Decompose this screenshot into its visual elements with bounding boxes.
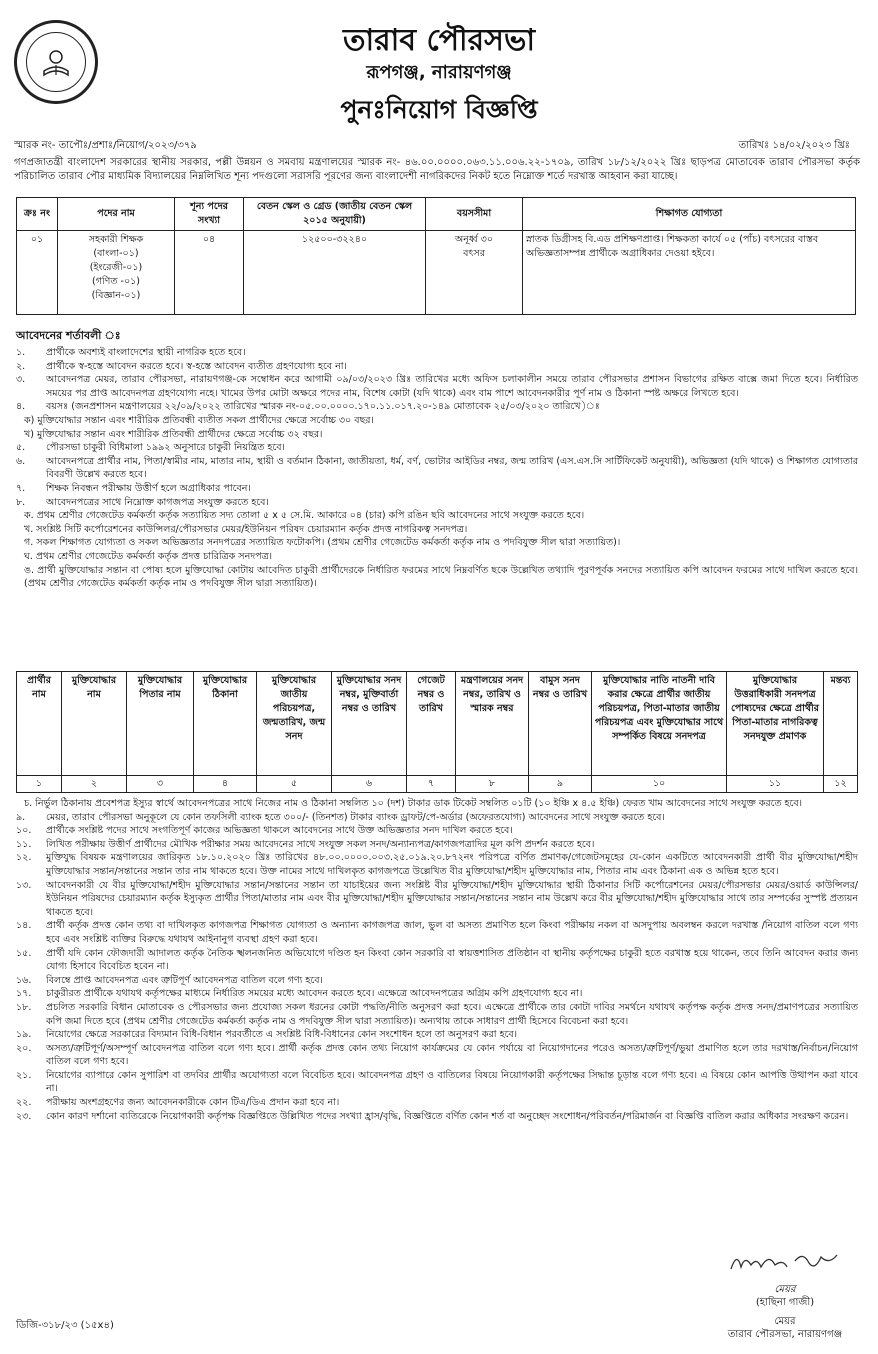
condition-number: ১৬. (16, 974, 32, 986)
condition-text: পরীক্ষায় অংশগ্রহণের জন্য আবেদনকারীকে কোন টিএ/ডিএ প্রদান করা হবে না। (46, 1097, 340, 1109)
condition-text: চাকুরীরত প্রার্থীকে যথাযথ কর্তৃপক্ষের মাধ্যমে নির্ধারিত সময়ের মধ্যে আবেদন করতে হবে। এক্ষেত্রে আবেদনপত্রের অগ্রিম কপি গ্রহণযোগ্য হবে না। (46, 988, 583, 1000)
condition-item (16, 1028, 858, 1042)
conditions-list-b (16, 797, 858, 1123)
ff-num: ৩ (127, 776, 194, 793)
col-serial: ক্রঃ নং (17, 198, 58, 231)
condition-text: আবেদনপত্রের সাথে নিম্নোক্ত কাগজপত্র সংযুক্ত করতে হবে। (46, 496, 269, 508)
signature-block (700, 1245, 870, 1341)
condition-item (16, 564, 858, 591)
condition-text: চ. নির্ভুল ঠিকানায় প্রবেশপত্র ইস্যুর স্বার্থে আবেদনপত্রের সাথে নিজের নাম ও ঠিকানা সম্বলিত ১০ (দশ) টাকার ডাক টিকেট সম্বলিত ০১টি (১০ ইঞ্চি x ৪.৫ ইঞ্চি) ফেরত খাম আবেদনের সাথে সংযুক্ত করতে হবে। (24, 798, 803, 809)
condition-text: ক) মুক্তিযোদ্ধার সন্তান এবং শারীরিক প্রতিবন্ধী ব্যতীত সকল প্রার্থীদের ক্ষেত্রে সর্বোচ্চ ৩০ বছর। (24, 414, 374, 426)
col-pay-scale: বেতন স্কেল ও গ্রেড (জাতীয় বেতন স্কেল ২০১৫ অনুযায়ী) (244, 198, 426, 231)
handwritten-signature (725, 1245, 845, 1279)
condition-item (16, 974, 858, 988)
pay-scale-cell: ১২৫০০-৩২২৪০ (244, 231, 426, 315)
ff-col-heir: মুক্তিযোদ্ধার উত্তরাধিকারী সনদপত্র পোষ্যদের ক্ষেত্রে প্রার্থীর পিতা-মাতার নাগরিকত্ব সনদযুক্ত প্রমাণক (727, 672, 824, 776)
condition-text: মুক্তিযুদ্ধ বিষয়ক মন্ত্রণালয়ের জারিকৃত ১৮.১০.২০২০ খ্রিঃ তারিখের ৪৮.০০.০০০০.০০৩.২৫.০১৯.২০.৮৭২নং পরিপত্রে বর্ণিত প্রমাণক/গেজেটসমূহের যে-কোন একটিতে আবেদনকারী প্রার্থী বীর মুক্তিযোদ্ধা/শহীদ মুক্তিযোদ্ধার সন্তান/সন্তানের সন্তান তার নাম থাকতে হবে। উক্ত নামের সাথে দাখিলকৃত কাগজপত্রে উল্লেখিত বীর মুক্তিযোদ্ধা/শহীদ মুক্তিযোদ্ধার নাম, পিতার নাম এবং ঠিকানা এক ও অভিন্ন হতে হবে। (46, 852, 858, 877)
notice-title: পুনঃনিয়োগ বিজ্ঞপ্তি (340, 95, 538, 124)
condition-number: ৩. (16, 374, 26, 386)
condition-text: গ. সকল শিক্ষাগত যোগ্যতা ও সকল অভিজ্ঞতার সনদপত্রের সত্যায়িত ফটোকপি। (প্রথম শ্রেণীর গেজেটেড কর্মকর্তা কর্তৃক নাম ও পদবিযুক্ত সীল দ্বারা সত্যায়িত)। (24, 537, 621, 549)
condition-text: ঙ. প্রার্থী মুক্তিযোদ্ধার সন্তান বা পোষ্য হলে মুক্তিযোদ্ধা কোটায় আবেদিত চাকুরী প্রার্থীদেরকে নির্ধারিত ফরমের সাথে নিম্নবর্ণিত ছকে উল্লেখিত তথ্যাদি পূরণপূর্বক সনদের সত্যায়িত কপি আবেদন ফরমের সাথে দাখিল করতে হবে। (প্রথম শ্রেণীর গেজেটেড কর্মকর্তা কর্তৃক নাম ও পদবিযুক্ত সীল দ্বারা সত্যায়িত)। (24, 564, 858, 590)
condition-item (16, 509, 858, 523)
condition-item (16, 1001, 858, 1028)
condition-text: কোন কারণ দর্শানো ব্যতিরেকে নিয়োগকারী কর্তৃপক্ষ বিজ্ঞপ্তিতে উল্লিখিত পদের সংখ্যা হ্রাস/বৃদ্ধি, বিজ্ঞপ্তিতে বর্ণিত কোন শর্ত বা অনুচ্ছেদ সংশোধন/পরিবর্তন/পরিমার্জন বা বিজ্ঞপ্তি বাতিল করার অধিকার সংরক্ষণ করেন। (46, 1110, 849, 1122)
condition-item (16, 1042, 858, 1069)
ff-col-nid: মুক্তিযোদ্ধার জাতীয় পরিচয়পত্র, জন্মতারিখ, জন্ম সনদ (257, 672, 332, 776)
condition-item (16, 346, 858, 360)
age-line: অনূর্ধ্ব ৩০ (454, 234, 494, 245)
condition-item (16, 496, 858, 510)
condition-number: ১৭. (16, 988, 32, 1000)
condition-text: প্রার্থীকে সংশ্লিষ্ট পদের সাথে সংগতিপূর্ণ কাজের অভিজ্ঞতা থাকলে আবেদনের সাথে উক্ত অভিজ্ঞতার সনদ দাখিল করতে হবে। (46, 825, 513, 837)
condition-item (16, 373, 858, 400)
condition-text: লিখিত পরীক্ষায় উত্তীর্ণ প্রার্থীদের মৌখিক পরীক্ষার সময় আবেদনের সাথে সংযুক্ত সকল সনদ/অন্যান্যপত্র/কাগজপত্রাদির মূল কপি প্রদর্শন করতে হবে। (46, 838, 595, 850)
freedom-fighter-table (16, 671, 858, 793)
ff-num: ৮ (456, 776, 529, 793)
memo-reference: স্মারক নং- তাপৌঃ/প্রশাঃ/নিয়োগ/২০২৩/৩৭৯ (14, 140, 197, 151)
condition-text: আবেদনপত্র মেয়র, তারাব পৌরসভা, নারায়ণগঞ্জ-কে সম্বোধন করে আগামী ০৯/০৩/২০২৩ খ্রিঃ তারিখের মধ্যে অফিস চলাকালীন সময়ে তারাব পৌরসভার প্রশাসন বিভাগের রক্ষিত বাক্সে জমা দিতে হবে। নির্ধারিত সময়ের পর প্রাপ্ত আবেদনপত্র গ্রহণযোগ্য নহে। খামের উপর মোটা অক্ষরে পদের নাম, বিশেষ কোটা (যদি থাকে) এবং বাম পাশে আবেদনকারীর পূর্ণ নাম ও ঠিকানা স্পষ্ট অক্ষরে লিখতে হবে। (46, 374, 858, 399)
condition-text: ঘ. প্রথম শ্রেণীর গেজেটেড কর্মকর্তা কর্তৃক প্রদত্ত চারিত্রিক সনদপত্র। (24, 550, 273, 562)
condition-item (16, 987, 858, 1001)
condition-text: প্রার্থীকে স্ব-হস্তে আবেদন করতে হবে। স্ব-হস্তে আবেদন ব্যতীত গ্রহণযোগ্য হবে না। (46, 360, 347, 372)
conditions-list-a (16, 346, 858, 591)
condition-item (16, 455, 858, 482)
condition-text: প্রার্থী কর্তৃক প্রদত্ত কোন তথ্য বা দাখিলকৃত কাগজপত্র শিক্ষাগত যোগ্যতা ও অন্যান্য কাগজপত্র জাল, ভুল বা অসত্য প্রমাণিত হলে কিংবা পরীক্ষায় নকল বা অসদুপায় অবলম্বন করলে দরখাস্ত /নিয়োগ বাতিল বলে গণ্য হবে এবং সংশ্লিষ্ট ব্যক্তির বিরুদ্ধে যথাযথ আইনানুগ ব্যবস্থা গ্রহণ করা হবে। (46, 920, 858, 945)
condition-text: নিয়োগের ব্যাপারে কোন সুপারিশ বা তদবির প্রার্থীর অযোগ্যতা বলে বিবেচিত হবে। আবেদনপত্র গ্রহণ ও বাতিলের বিষয়ে নিয়োগকারী কর্তৃপক্ষের সিদ্ধান্ত চূড়ান্ত বলে গণ্য হবে। এ বিষয়ে কোন আপত্তি উত্থাপন করা যাবে না। (46, 1069, 858, 1095)
condition-item (16, 441, 858, 455)
post-line: (গণিত -০১) (91, 276, 141, 287)
stamp-title: মেয়র (774, 1284, 796, 1295)
ff-num: ১১ (727, 776, 824, 793)
condition-item (16, 947, 858, 974)
serial-cell: ০১ (17, 231, 58, 315)
office-location: রূপগঞ্জ, নারায়ণগঞ্জ (366, 62, 512, 83)
condition-item (16, 811, 858, 825)
col-vacancy: শূন্য পদের সংখ্যা (175, 198, 244, 231)
condition-item (16, 414, 858, 428)
condition-item (16, 851, 858, 878)
condition-text: প্রার্থীকে অবশ্যই বাংলাদেশের স্থায়ী নাগরিক হতে হবে। (46, 347, 246, 358)
condition-item (16, 797, 858, 811)
ff-col-gazette: গেজেট নম্বর ও তারিখ (407, 672, 456, 776)
condition-item (16, 536, 858, 550)
post-table (16, 197, 856, 315)
condition-number: ৪. (16, 401, 26, 413)
condition-text: প্রচলিত সরকারি বিধান মোতাবেক ও পৌরসভার জন্য প্রযোজ্য সকল ধরনের কোটা পদ্ধতি/নীতি অনুসরণ করা হবে। এক্ষেত্রে প্রার্থীকে তার কোটা দাবির সমর্থনে যথাযথ কর্তৃপক্ষ কর্তৃক প্রদত্ত সনদ/প্রমাণপত্রের সত্যায়িত কপি জমা দিতে হবে (প্রথম শ্রেণীর গেজেটেড কর্মকর্তা কর্তৃক নাম ও পদবিযুক্ত সীল দ্বারা সত্যায়িত)। অন্যথায় তাকে সাধারণ প্রার্থী হিসেবে বিবেচনা করা হবে। (46, 1001, 858, 1027)
col-post-name: পদের নাম (58, 198, 175, 231)
condition-number: ৮. (16, 496, 26, 508)
condition-item (16, 523, 858, 537)
condition-number: ২২. (16, 1097, 32, 1109)
condition-number: ১১. (16, 838, 32, 850)
office-title: তারাব পৌরসভা (342, 23, 536, 58)
ff-col-address: মুক্তিযোদ্ধার ঠিকানা (194, 672, 257, 776)
ff-col-grandchild: মুক্তিযোদ্ধার নাতি নাতনী দাবি করার ক্ষেত্রে প্রার্থীর জাতীয় পরিচয়পত্র, পিতা-মাতার জাতীয় পরিচয়পত্র এবং মুক্তিযোদ্ধার সাথে সম্পর্কিত বিষয়ে সনদপত্র (592, 672, 727, 776)
condition-text: খ) মুক্তিযোদ্ধার সন্তান এবং শারীরিক প্রতিবন্ধী প্রার্থীদের ক্ষেত্রে সর্বোচ্চ ৩২ বছর। (24, 428, 323, 440)
condition-number: ১. (16, 347, 26, 358)
condition-text: ক. প্রথম শ্রেণীর গেজেটেড কর্মকর্তা কর্তৃক সত্যায়িত সদ্য তোলা ৫ x ৫ সে.মি. আকারে ০৪ (চার) কপি রঙিন ছবি আবেদনের সাথে সংযুক্ত করতে হবে। (24, 510, 585, 522)
condition-text: আবেদনকারী যে বীর মুক্তিযোদ্ধা/শহীদ মুক্তিযোদ্ধার সন্তান/সন্তানের সন্তান তা যাচাইয়ের জন্য সংশ্লিষ্ট বীর মুক্তিযোদ্ধা/শহীদ মুক্তিযোদ্ধার স্থায়ী ঠিকানার সিটি কর্পোরেশনের মেয়র/পৌরসভার মেয়র/ওয়ার্ড কাউন্সিলর/ইউনিয়ন পরিষদের চেয়ারম্যান কর্তৃক ইস্যুকৃত প্রার্থীর পিতা/মাতার নাম এবং বীর মুক্তিযোদ্ধা/শহীদ মুক্তিযোদ্ধার সন্তান/সন্তানের সন্তান নাম উল্লেখ করে বীর মুক্তিযোদ্ধা/শহীদ মুক্তিযোদ্ধার সাথে তার সম্পর্কের সুস্পষ্ট প্রত্যয়ন থাকতে হবে। (46, 879, 858, 918)
condition-item (16, 879, 858, 920)
condition-number: ২১. (16, 1069, 32, 1081)
ff-col-candidate: প্রার্থীর নাম (17, 672, 62, 776)
condition-text: প্রার্থী যদি কোন ফৌজদারী আদালত কর্তৃক নৈতিক স্খলনজনিত অভিযোগে দণ্ডিত হন কিংবা কোন সরকারি বা স্বায়ত্তশাসিত প্রতিষ্ঠান বা স্থানীয় কর্তৃপক্ষের চাকুরী হতে বরখাস্ত হয়ে থাকেন, তবে তিনি আবেদন করার জন্য যোগ্য হিসাবে বিবেচিত হবেন না। (46, 947, 858, 973)
condition-number: ৯. (16, 811, 26, 823)
footer-code: ডিজি-৩১৮/২৩ (১৫x৪) (16, 1320, 114, 1331)
ff-col-ministry: মন্ত্রণালয়ের সনদ নম্বর, তারিখ ও স্মারক নম্বর (456, 672, 529, 776)
condition-number: ১৯. (16, 1029, 32, 1041)
post-name-cell (58, 231, 175, 315)
col-age-limit: বয়সসীমা (426, 198, 523, 231)
condition-number: ১৫. (16, 947, 32, 959)
post-table-header (17, 198, 856, 231)
ff-col-father: মুক্তিযোদ্ধার পিতার নাম (127, 672, 194, 776)
ff-num: ৬ (332, 776, 407, 793)
condition-item (16, 428, 858, 442)
conditions-heading: আবেদনের শর্তাবলী ঃ (16, 329, 121, 342)
condition-text: বিলম্বে প্রাপ্ত আবেদনপত্র এবং ত্রুটিপূর্ণ আবেদনপত্র বাতিল বলে গণ্য হবে। (46, 974, 323, 986)
post-line: (বিজ্ঞান-০১) (91, 290, 141, 301)
ff-num: ৪ (194, 776, 257, 793)
vacancy-cell: ০৪ (175, 231, 244, 315)
age-cell (426, 231, 523, 315)
condition-text: শিক্ষক নিবন্ধন পরীক্ষায় উত্তীর্ণ হলে অগ্রাধিকার পাবেন। (46, 482, 251, 494)
condition-number: ৫. (16, 442, 26, 454)
age-line: বৎসর (463, 248, 485, 259)
condition-number: ১৩. (16, 879, 32, 891)
table-row (17, 231, 856, 315)
condition-number: ৬. (16, 455, 26, 467)
condition-item (16, 1096, 858, 1110)
ff-num: ৫ (257, 776, 332, 793)
condition-item (16, 550, 858, 564)
condition-item (16, 400, 858, 414)
condition-text: পৌরসভা চাকুরী বিধিমালা ১৯৯২ অনুসারে চাকুরী নিয়ন্ত্রিত হবে। (46, 442, 285, 454)
condition-text: খ. সংশ্লিষ্ট সিটি কর্পোরেশনের কাউন্সিলর/পৌরসভার মেয়র/ইউনিয়ন পরিষদ চেয়ারম্যান কর্তৃক প্রদত্ত নাগরিকত্ব সনদপত্র। (24, 523, 468, 535)
signatory-designation: মেয়র (774, 1316, 796, 1327)
qualification-cell: স্নাতক ডিগ্রীসহ বি.এড প্রশিক্ষণপ্রাপ্ত। শিক্ষকতা কার্যে ০৫ (পাঁচ) বৎসরের বাস্তব অভিজ্ঞতাসম্পন্ন প্রার্থীকে অগ্রাধিকার দেওয়া হইবে। (523, 231, 856, 315)
condition-text: নিয়োগের ক্ষেত্রে সরকারের বিদ্যমান বিধি-বিধান পরবর্তীতে এ সংশ্লিষ্ট বিধি-বিধানের কোন সংশোধন হলে তা অনুসরণ করা হবে। (46, 1029, 518, 1041)
condition-item (16, 919, 858, 946)
intro-paragraph: গণপ্রজাতন্ত্রী বাংলাদেশ সরকারের স্থানীয় সরকার, পল্লী উন্নয়ন ও সমবায় মন্ত্রণালয়ের স্মারক নং- ৪৬.০০.০০০০.০৬৩.১১.০০৬.২২-১৭০৯, তারিখ ১৮/১২/২০২২ খ্রিঃ ছাড়পত্র মোতাবেক তারাব পৌরসভা কর্তৃক পরিচালিত তারাব পৌর মাধ্যমিক বিদ্যালয়ের নিম্নলিখিত শূন্য পদগুলো সরাসরি পূরণের জন্য বাংলাদেশী নাগরিকদের নিকট হতে নিম্নোক্ত শর্তে দরখাস্ত আহবান করা যাচ্ছে। (14, 157, 860, 182)
condition-text: আবেদনপত্রে প্রার্থীর নাম, পিতা/স্বামীর নাম, মাতার নাম, স্থায়ী ও বর্তমান ঠিকানা, জাতীয়তা, ধর্ম, বর্ণ, ভোটার আইডির নম্বর, জন্ম তারিখ (এস.এস.সি সার্টিফিকেট অনুযায়ী), অভিজ্ঞতা (যদি থাকে) ও শিক্ষাগত যোগ্যতার বিবরণী উল্লেখ করতে হবে। (46, 455, 858, 481)
condition-number: ২. (16, 360, 26, 372)
condition-text: অসত্য/ত্রুটিপূর্ণ/অসম্পূর্ণ আবেদনপত্র বাতিল বলে গণ্য হবে। প্রার্থী কর্তৃক প্রদত্ত কোন তথ্য নিয়োগ কার্যক্রমের যে কোন পর্যায়ে বা নিয়োগদানের পরেও অসত্য/ত্রুটিপূর্ণ/ভুয়া প্রমাণিত হলে তার দরখাস্ত/নির্বাচন/নিয়োগ বাতিল বলে গণ্য হবে। (46, 1042, 858, 1068)
post-line: সহকারী শিক্ষক (88, 234, 144, 245)
ff-col-ff-name: মুক্তিযোদ্ধার নাম (62, 672, 127, 776)
condition-number: ১০. (16, 825, 32, 837)
condition-text: বয়সঃ (জনপ্রশাসন মন্ত্রণালয়ের ২২/০৯/২০২২ তারিখের স্মারক নং-০৫.০০.০০০০.১৭০.১১.০১৭.২০-১৪৯ মোতাবেক ২৫/০৩/২০২০ তারিখে)ঃ (46, 401, 600, 413)
condition-item (16, 482, 858, 496)
col-qualification: শিক্ষাগত যোগ্যতা (523, 198, 856, 231)
condition-number: ২০. (16, 1042, 32, 1054)
ff-num: ২ (62, 776, 127, 793)
condition-number: ২৩. (16, 1110, 32, 1122)
condition-text: মেয়র, তারাব পৌরসভা অনুকূলে যে কোন তফসিলী ব্যাংক হতে ৩০০/- (তিনশত) টাকার ব্যাংক ড্রাফট/পে-অর্ডার (অফেরতযোগ্য) আবেদনের সাথে সংযুক্ত করতে হবে। (46, 811, 665, 823)
ff-num: ১২ (824, 776, 858, 793)
ff-table-header (17, 672, 858, 776)
condition-item (16, 824, 858, 838)
condition-item (16, 1110, 858, 1124)
ff-num: ১ (17, 776, 62, 793)
condition-number: ১৪. (16, 920, 32, 932)
ff-number-row (17, 776, 858, 793)
condition-number: ৭. (16, 482, 26, 494)
condition-number: ১২. (16, 852, 32, 864)
condition-number: ১৮. (16, 1001, 32, 1013)
post-line: (ইংরেজী-০১) (89, 262, 143, 273)
signatory-office: তারাব পৌরসভা, নারায়ণগঞ্জ (727, 1329, 843, 1340)
post-line: (বাংলা-০১) (93, 248, 139, 259)
memo-date: তারিখঃ ১৪/০২/২০২৩ খ্রিঃ (738, 140, 850, 151)
ff-num: ১০ (592, 776, 727, 793)
condition-item (16, 1069, 858, 1096)
signatory-name: (হাছিনা গাজী) (755, 1297, 815, 1308)
ff-col-cert: মুক্তিযোদ্ধার সনদ নম্বর, মুক্তিবার্তা নম্বর ও তারিখ (332, 672, 407, 776)
ff-num: ৭ (407, 776, 456, 793)
ff-col-bamus: বামুস সনদ নম্বর ও তারিখ (529, 672, 592, 776)
ff-num: ৯ (529, 776, 592, 793)
ff-col-remarks: মন্তব্য (824, 672, 858, 776)
condition-item (16, 360, 858, 374)
condition-item (16, 838, 858, 852)
